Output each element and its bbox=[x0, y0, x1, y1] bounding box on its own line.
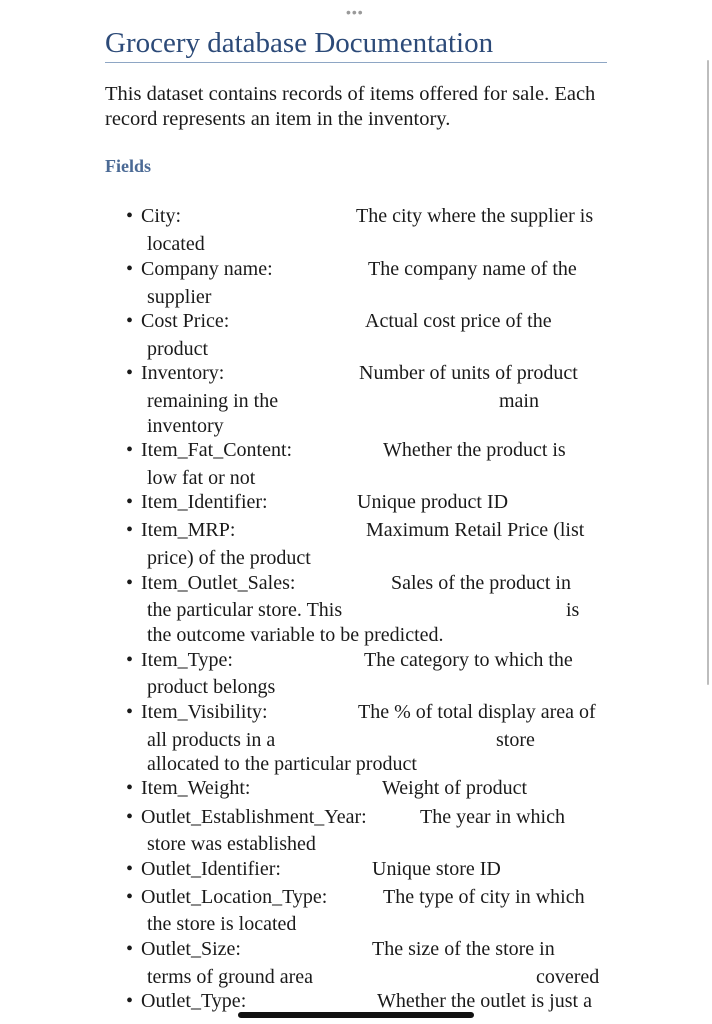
field-description-cont: covered bbox=[536, 966, 600, 988]
field-description: The type of city in which bbox=[383, 886, 585, 908]
bullet-icon: • bbox=[126, 938, 134, 960]
field-description: The category to which the bbox=[364, 649, 573, 671]
bullet-icon: • bbox=[126, 806, 134, 828]
field-description: Unique store ID bbox=[372, 858, 501, 880]
field-name: Item_Fat_Content: bbox=[141, 439, 293, 461]
field-description-cont: supplier bbox=[147, 286, 212, 308]
field-description-cont: product belongs bbox=[147, 676, 276, 698]
field-name: Outlet_Establishment_Year: bbox=[141, 806, 367, 828]
field-name: Cost Price: bbox=[141, 310, 230, 332]
field-description: The % of total display area of bbox=[358, 701, 596, 723]
home-indicator[interactable] bbox=[238, 1012, 474, 1018]
field-description: The year in which bbox=[420, 806, 565, 828]
field-description-cont: the store is located bbox=[147, 913, 297, 935]
more-dots-icon[interactable]: ••• bbox=[346, 4, 364, 20]
field-description: Sales of the product in bbox=[391, 572, 571, 594]
field-description: The company name of the bbox=[368, 258, 577, 280]
bullet-icon: • bbox=[126, 439, 134, 461]
field-name: Company name: bbox=[141, 258, 273, 280]
field-description-cont: store bbox=[496, 729, 535, 751]
field-description-cont: the outcome variable to be predicted. bbox=[147, 624, 444, 646]
field-description-cont: allocated to the particular product bbox=[147, 753, 417, 775]
field-description: Number of units of product bbox=[359, 362, 578, 384]
field-description-cont: is bbox=[566, 599, 580, 621]
field-name: Outlet_Identifier: bbox=[141, 858, 281, 880]
page-title: Grocery database Documentation bbox=[105, 27, 494, 59]
field-name: City: bbox=[141, 205, 182, 227]
bullet-icon: • bbox=[126, 519, 134, 541]
bullet-icon: • bbox=[126, 649, 134, 671]
bullet-icon: • bbox=[126, 491, 134, 513]
bullet-icon: • bbox=[126, 701, 134, 723]
field-description-cont: inventory bbox=[147, 415, 224, 437]
bullet-icon: • bbox=[126, 310, 134, 332]
field-name: Item_Visibility: bbox=[141, 701, 268, 723]
field-name: Inventory: bbox=[141, 362, 225, 384]
field-description-cont: main bbox=[499, 390, 539, 412]
field-name: Item_Outlet_Sales: bbox=[141, 572, 296, 594]
field-description: Actual cost price of the bbox=[365, 310, 552, 332]
field-name: Item_Identifier: bbox=[141, 491, 268, 513]
field-description: Unique product ID bbox=[357, 491, 509, 513]
field-description-cont: low fat or not bbox=[147, 467, 256, 489]
field-description-cont: all products in a bbox=[147, 729, 276, 751]
field-name: Item_Weight: bbox=[141, 777, 251, 799]
field-description-cont: located bbox=[147, 233, 205, 255]
intro-paragraph: This dataset contains records of items offered for sale. Each record represents an item in the inventory. bbox=[105, 83, 596, 130]
field-description: Whether the outlet is just a bbox=[377, 990, 592, 1012]
section-heading-fields: Fields bbox=[105, 156, 152, 176]
field-name: Item_MRP: bbox=[141, 519, 236, 541]
scrollbar[interactable] bbox=[707, 60, 709, 685]
field-description-cont: product bbox=[147, 338, 209, 360]
bullet-icon: • bbox=[126, 205, 134, 227]
bullet-icon: • bbox=[126, 886, 134, 908]
bullet-icon: • bbox=[126, 572, 134, 594]
field-description: The city where the supplier is bbox=[356, 205, 594, 227]
field-name: Outlet_Location_Type: bbox=[141, 886, 328, 908]
bullet-icon: • bbox=[126, 362, 134, 384]
bullet-icon: • bbox=[126, 858, 134, 880]
title-divider bbox=[105, 62, 607, 63]
field-name: Outlet_Type: bbox=[141, 990, 247, 1012]
field-description: Weight of product bbox=[382, 777, 528, 799]
field-description: The size of the store in bbox=[372, 938, 555, 960]
field-description-cont: price) of the product bbox=[147, 547, 311, 569]
field-description-cont: terms of ground area bbox=[147, 966, 314, 988]
bullet-icon: • bbox=[126, 777, 134, 799]
field-name: Item_Type: bbox=[141, 649, 233, 671]
bullet-icon: • bbox=[126, 258, 134, 280]
field-description-cont: store was established bbox=[147, 833, 316, 855]
bullet-icon: • bbox=[126, 990, 134, 1012]
field-description: Whether the product is bbox=[383, 439, 566, 461]
field-name: Outlet_Size: bbox=[141, 938, 241, 960]
field-description-cont: remaining in the bbox=[147, 390, 279, 412]
field-description-cont: the particular store. This bbox=[147, 599, 343, 621]
field-description: Maximum Retail Price (list bbox=[366, 519, 585, 541]
